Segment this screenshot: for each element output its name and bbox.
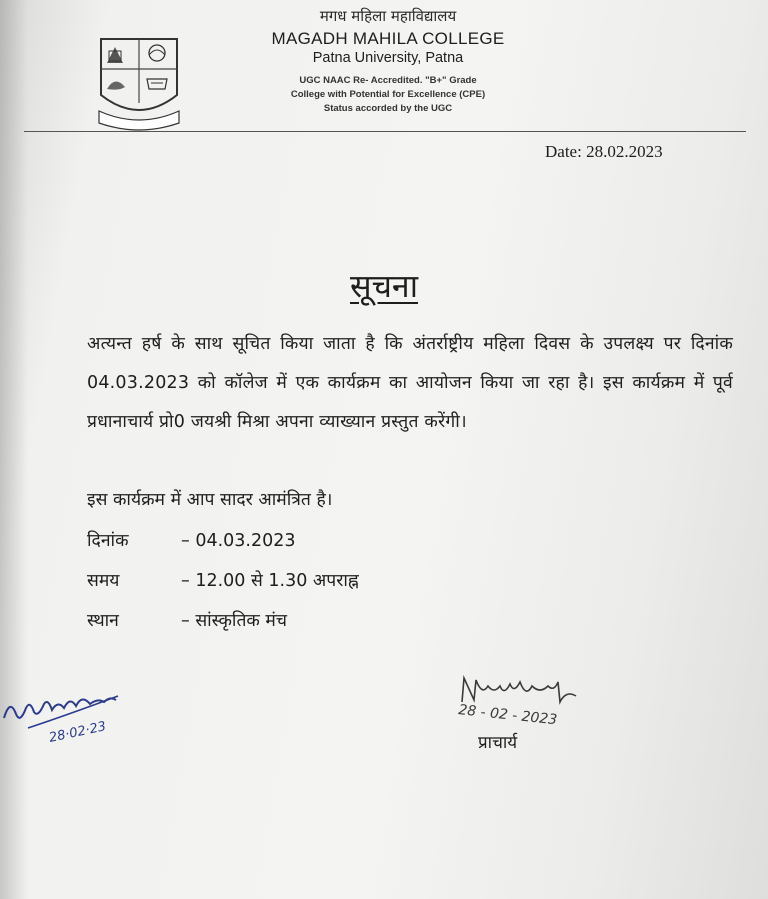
detail-value: – सांस्कृतिक मंच xyxy=(181,611,288,631)
accreditation-line: UGC NAAC Re- Accredited. "B+" Grade xyxy=(299,75,477,86)
header-divider xyxy=(24,131,746,132)
detail-label: दिनांक xyxy=(87,531,129,551)
principal-designation: प्राचार्य xyxy=(478,733,518,753)
accreditation-line: College with Potential for Excellence (CPE) xyxy=(290,89,486,100)
notice-date: Date: 28.02.2023 xyxy=(545,142,663,161)
university-name: Patna University, Patna xyxy=(312,50,464,66)
principal-signature xyxy=(452,672,602,738)
notice-paragraph: अत्यन्त हर्ष के साथ सूचित किया जाता है कि अंतर्राष्ट्रीय महिला दिवस के उपलक्ष्य पर दिनांक 04.03.2023 को कॉलेज में एक कार्यक्रम का आयोजन किया जा रहा है। इस कार्यक्रम में पूर्व प्रधानाचार्य प्रो0 जयश्री मिश्रा अपना व्याख्यान प्रस्तुत करेंगी। xyxy=(87,334,733,432)
left-signature xyxy=(0,678,130,748)
page-shadow xyxy=(0,0,28,899)
accreditation-text xyxy=(248,74,528,116)
detail-row-time xyxy=(87,568,359,592)
detail-row-venue xyxy=(87,608,287,632)
detail-row-date xyxy=(87,528,296,552)
college-name-english: MAGADH MAHILA COLLEGE xyxy=(271,29,505,48)
college-logo-icon xyxy=(93,33,185,133)
notice-title-text: सूचना xyxy=(349,267,418,305)
detail-value: – 04.03.2023 xyxy=(181,531,296,551)
accreditation-line: Status accorded by the UGC xyxy=(323,103,453,114)
detail-label: समय xyxy=(87,571,120,591)
notice-title xyxy=(0,264,768,307)
letterhead xyxy=(248,6,528,116)
svg-text:28·02·23: 28·02·23 xyxy=(47,719,108,746)
detail-label: स्थान xyxy=(87,611,119,631)
invitation-line: इस कार्यक्रम में आप सादर आमंत्रित है। xyxy=(87,490,333,510)
college-name-hindi: मगध महिला महाविद्यालय xyxy=(319,7,457,25)
detail-value: – 12.00 से 1.30 अपराह्न xyxy=(181,571,359,591)
svg-text:28 - 02 - 2023: 28 - 02 - 2023 xyxy=(457,702,558,729)
